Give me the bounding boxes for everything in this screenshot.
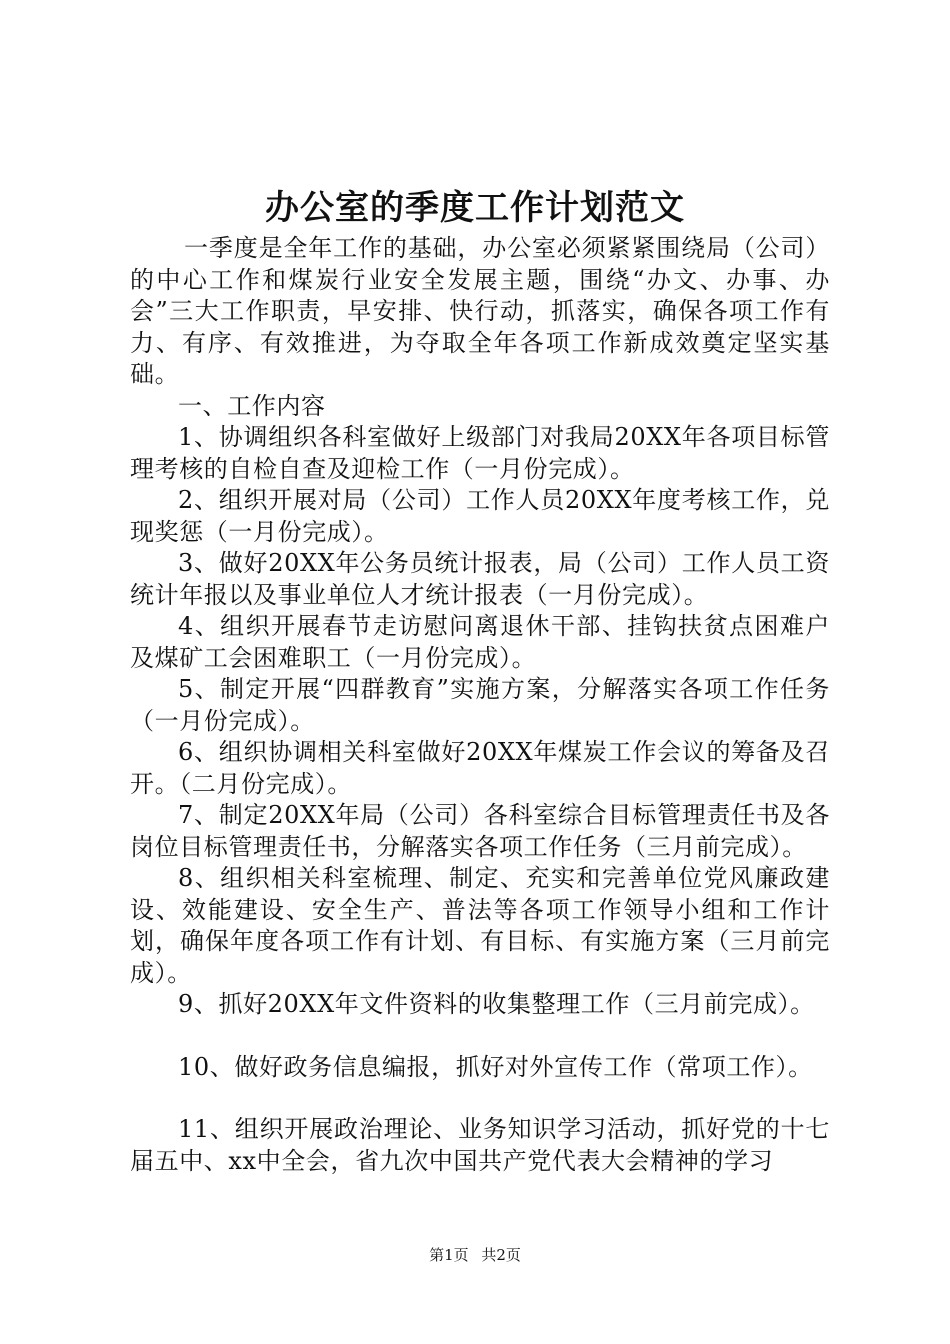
list-item: 4、组织开展春节走访慰问离退休干部、挂钩扶贫点困难户及煤矿工会困难职工（一月份完成）。 <box>130 612 830 672</box>
list-item: 6、组织协调相关科室做好20XX年煤炭工作会议的筹备及召开。（二月份完成）。 <box>130 738 830 798</box>
document-body <box>130 233 830 1177</box>
page-footer <box>0 1245 950 1265</box>
list-item: 11、组织开展政治理论、业务知识学习活动，抓好党的十七届五中、xx中全会，省九次中国共产党代表大会精神的学习 <box>130 1115 830 1175</box>
page-number-total: 共2页 <box>481 1246 521 1264</box>
list-item: 5、制定开展“四群教育”实施方案，分解落实各项工作任务（一月份完成）。 <box>130 675 830 735</box>
section-heading: 一、工作内容 <box>178 391 326 420</box>
list-item: 10、做好政务信息编报，抓好对外宣传工作（常项工作）。 <box>178 1052 813 1081</box>
list-item: 2、组织开展对局（公司）工作人员20XX年度考核工作，兑现奖惩（一月份完成）。 <box>130 486 830 546</box>
list-item: 1、协调组织各科室做好上级部门对我局20XX年各项目标管理考核的自检自查及迎检工作（一月份完成）。 <box>130 423 830 483</box>
document-title: 办公室的季度工作计划范文 <box>265 188 685 228</box>
page-number-current: 第1页 <box>429 1246 469 1264</box>
list-item: 9、抓好20XX年文件资料的收集整理工作（三月前完成）。 <box>178 990 815 1018</box>
list-item: 8、组织相关科室梳理、制定、充实和完善单位党风廉政建设、效能建设、安全生产、普法等各项工作领导小组和工作计划，确保年度各项工作有计划、有目标、有实施方案（三月前完成）。 <box>130 864 830 987</box>
list-item: 7、制定20XX年局（公司）各科室综合目标管理责任书及各岗位目标管理责任书，分解落实各项工作任务（三月前完成）。 <box>130 801 830 861</box>
intro-paragraph: 一季度是全年工作的基础，办公室必须紧紧围绕局（公司）的中心工作和煤炭行业安全发展主题，围绕“办文、办事、办会”三大工作职责，早安排、快行动，抓落实，确保各项工作有力、有序、有效推进，为夺取全年各项工作新成效奠定坚实基础。 <box>130 234 830 388</box>
list-item: 3、做好20XX年公务员统计报表，局（公司）工作人员工资统计年报以及事业单位人才统计报表（一月份完成）。 <box>130 549 830 609</box>
